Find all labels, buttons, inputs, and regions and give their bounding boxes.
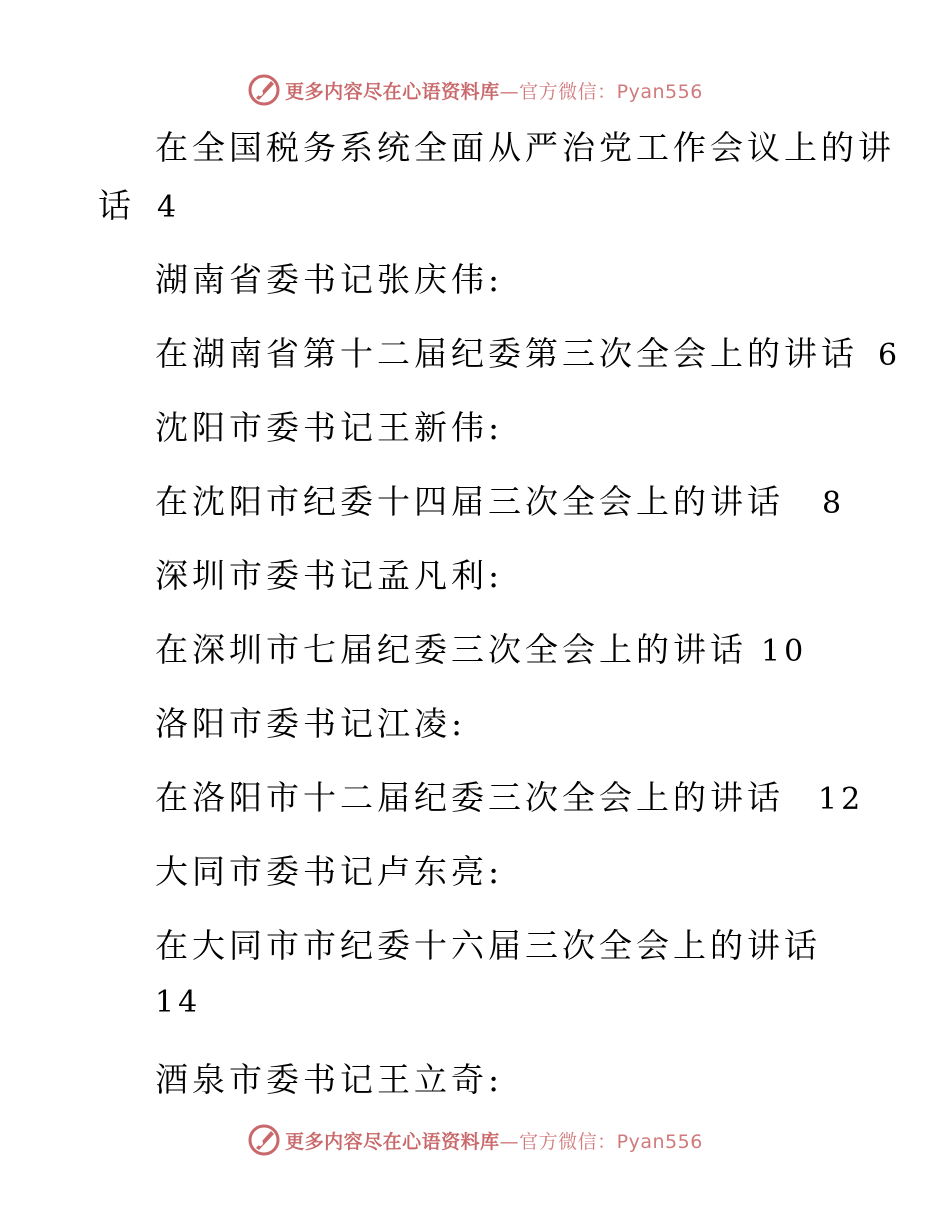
toc-page-number: 10 (761, 634, 808, 669)
watermark-text: 更多内容尽在心语资料库—官方微信：Pyan556 (285, 1130, 703, 1153)
toc-entry-title: 在沈阳市纪委十四届三次全会上的讲话 8 (155, 482, 846, 521)
toc-page-number: 4 (157, 190, 181, 225)
toc-entry-title: 在深圳市七届纪委三次全会上的讲话 10 (155, 630, 808, 669)
toc-entry-title: 在洛阳市十二届纪委三次全会上的讲话 12 (155, 778, 865, 817)
toc-entry-title: 在湖南省第十二届纪委第三次全会上的讲话 6 (155, 334, 902, 373)
toc-speaker: 大同市委书记卢东亮: (155, 852, 504, 891)
brand-logo-icon (247, 73, 281, 107)
watermark-header (0, 70, 950, 110)
toc-speaker: 酒泉市委书记王立奇: (155, 1060, 504, 1099)
brand-logo-icon (247, 1123, 281, 1157)
watermark-text: 更多内容尽在心语资料库—官方微信：Pyan556 (285, 80, 703, 103)
toc-entry-title: 在大同市市纪委十六届三次全会上的讲话 (155, 926, 821, 965)
toc-page-number: 6 (878, 338, 902, 373)
toc-speaker: 深圳市委书记孟凡利: (155, 556, 504, 595)
toc-page-number: 12 (818, 782, 865, 817)
toc-entry-title-continued: 话 4 (98, 186, 181, 225)
toc-entry-title: 在全国税务系统全面从严治党工作会议上的讲 (155, 128, 895, 167)
toc-speaker: 沈阳市委书记王新伟: (155, 408, 504, 447)
toc-speaker: 洛阳市委书记江凌: (155, 704, 467, 743)
watermark-footer (0, 1120, 950, 1160)
toc-page-number: 8 (822, 486, 846, 521)
toc-page-number: 14 (155, 985, 202, 1020)
toc-speaker: 湖南省委书记张庆伟: (155, 260, 504, 299)
